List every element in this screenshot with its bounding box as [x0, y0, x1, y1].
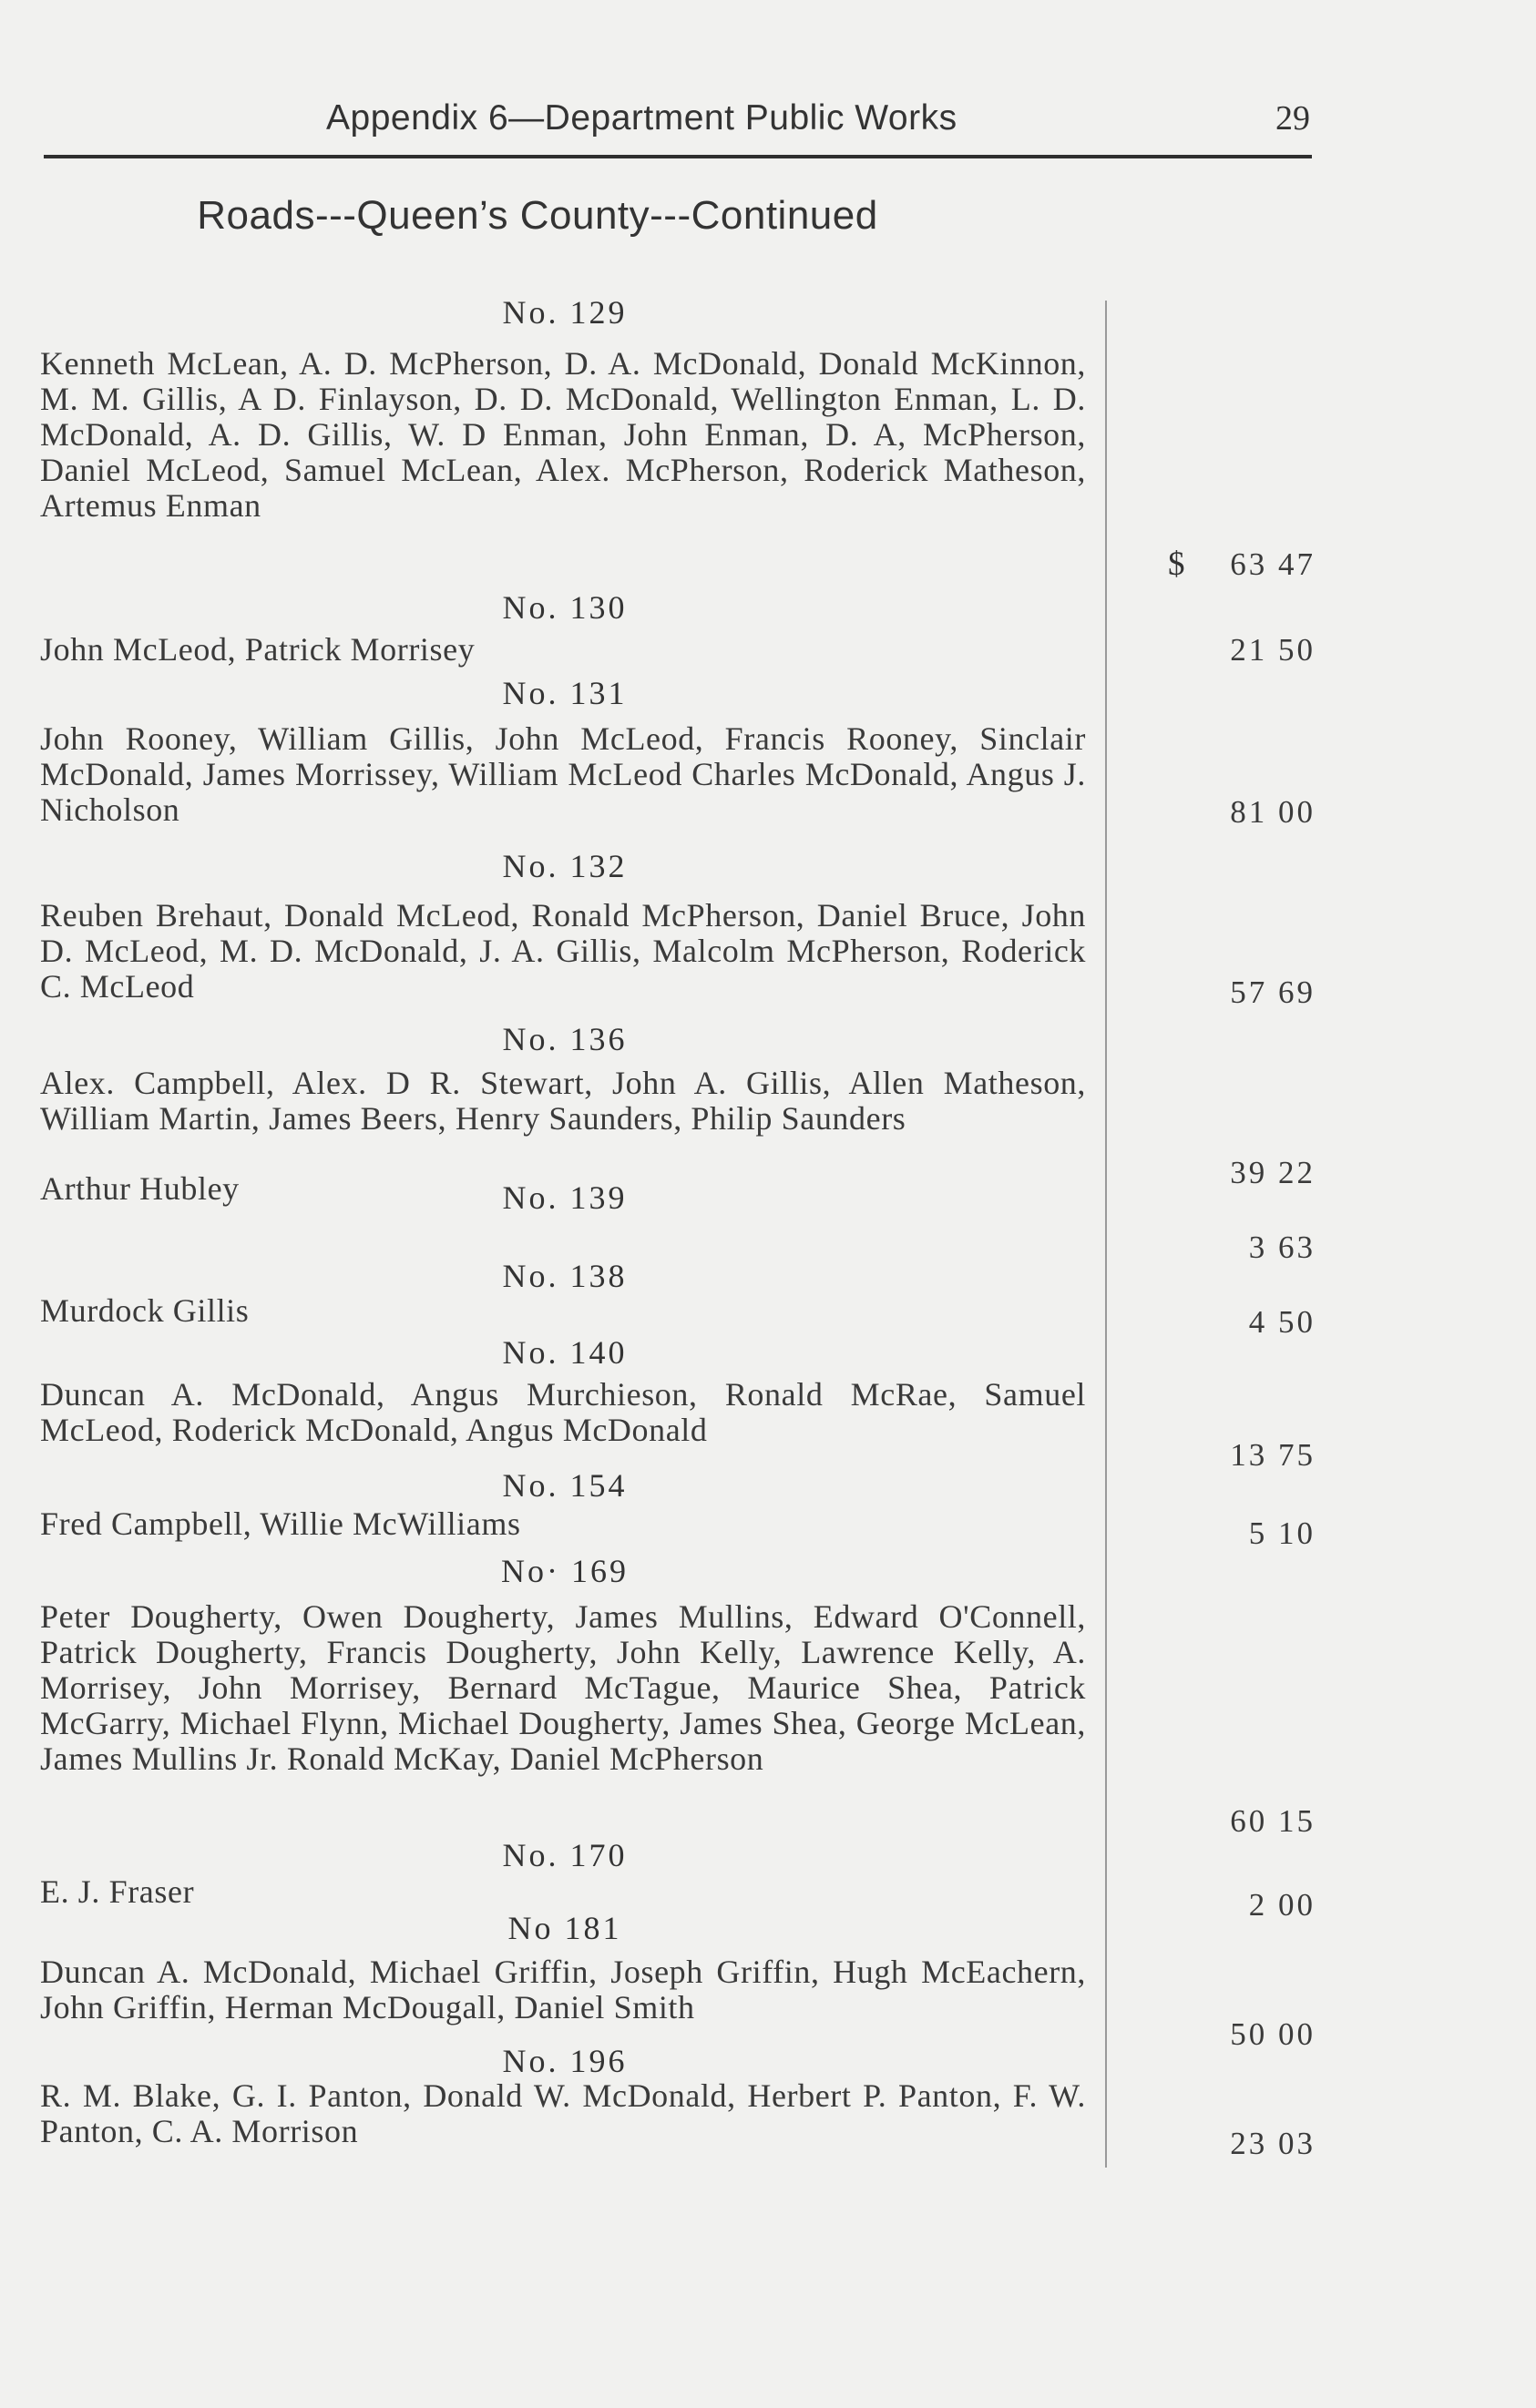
entry-names: Duncan A. McDonald, Angus Murchieson, Ronald McRae, Samuel McLeod, Roderick McDonald, Angus McDonald — [40, 1376, 1086, 1448]
entry-number: No· 169 — [501, 1553, 629, 1589]
entry-number: No. 132 — [502, 848, 628, 884]
entry-names: Duncan A. McDonald, Michael Griffin, Joseph Griffin, Hugh McEachern, John Griffin, Herman McDougall, Daniel Smith — [40, 1954, 1086, 2025]
entry-amount: 57 69 — [1230, 974, 1316, 1010]
running-title: Appendix 6—Department Public Works — [326, 98, 957, 138]
entry-names: R. M. Blake, G. I. Panton, Donald W. McDonald, Herbert P. Panton, F. W. Panton, C. A. Morrison — [40, 2077, 1086, 2149]
entry-names: E. J. Fraser — [40, 1873, 195, 1910]
entry-names: Fred Campbell, Willie McWilliams — [40, 1505, 521, 1542]
entry-amount: 21 50 — [1230, 632, 1316, 668]
running-header — [44, 95, 1310, 149]
entry-number: No. 136 — [502, 1021, 628, 1057]
entry-amount: 13 75 — [1230, 1437, 1316, 1473]
entry-amount: 3 63 — [1248, 1230, 1316, 1265]
entry-amount: 50 00 — [1230, 2016, 1316, 2052]
entry-number: No. 138 — [502, 1258, 628, 1294]
entry-amount: 2 00 — [1248, 1887, 1316, 1923]
entry-amount: 4 50 — [1248, 1304, 1316, 1340]
page-number: 29 — [1275, 99, 1310, 138]
entry-names: Reuben Brehaut, Donald McLeod, Ronald McPherson, Daniel Bruce, John D. McLeod, M. D. McDonald, J. A. Gillis, Malcolm McPherson, Roderick C. McLeod — [40, 897, 1086, 1005]
entry-number: No. 196 — [502, 2043, 628, 2079]
entry-number: No. 131 — [502, 675, 628, 711]
entry-names: Arthur Hubley — [40, 1170, 240, 1207]
entry-number: No. 170 — [502, 1837, 628, 1873]
amount-column-rule — [1105, 301, 1107, 2168]
entry-number: No 181 — [507, 1910, 622, 1946]
currency-symbol: $ — [1168, 546, 1185, 583]
header-rule — [44, 155, 1312, 158]
entry-names: Peter Dougherty, Owen Dougherty, James Mullins, Edward O'Connell, Patrick Dougherty, Francis Dougherty, John Kelly, Lawrence Kelly, A. Morrisey, John Morrisey, Bernard McTague, Maurice Shea, Patrick McGarry, Michael Flynn, Michael Dougherty, James Shea, George McLean, James Mullins Jr. Ronald McKay, Daniel McPherson — [40, 1598, 1086, 1777]
entry-number: No. 154 — [502, 1467, 628, 1504]
entry-number: No. 129 — [502, 294, 628, 331]
entry-names: Murdock Gillis — [40, 1292, 250, 1329]
entry-names: Kenneth McLean, A. D. McPherson, D. A. McDonald, Donald McKinnon, M. M. Gillis, A D. Finlayson, D. D. McDonald, Wellington Enman, L. D. McDonald, A. D. Gillis, W. D Enman, John Enman, D. A, McPherson, Daniel McLeod, Samuel McLean, Alex. McPherson, Roderick Matheson, Artemus Enman — [40, 345, 1086, 524]
section-title: Roads---Queen’s County---Continued — [197, 193, 878, 238]
entry-amount: 81 00 — [1230, 794, 1316, 830]
entry-number: No. 140 — [502, 1334, 628, 1371]
entry-names: Alex. Campbell, Alex. D R. Stewart, John A. Gillis, Allen Matheson, William Martin, James Beers, Henry Saunders, Philip Saunders — [40, 1065, 1086, 1137]
entry-amount: 39 22 — [1230, 1155, 1316, 1190]
entry-amount: 23 03 — [1230, 2126, 1316, 2161]
entry-number: No. 130 — [502, 589, 628, 626]
entry-amount: 60 15 — [1230, 1803, 1316, 1839]
entry-names: John Rooney, William Gillis, John McLeod, Francis Rooney, Sinclair McDonald, James Morrissey, William McLeod Charles McDonald, Angus J. Nicholson — [40, 720, 1086, 828]
entry-amount: 5 10 — [1248, 1515, 1316, 1551]
entry-amount: 63 47 — [1230, 546, 1316, 582]
entry-names: John McLeod, Patrick Morrisey — [40, 631, 476, 668]
entry-number: No. 139 — [502, 1179, 628, 1216]
